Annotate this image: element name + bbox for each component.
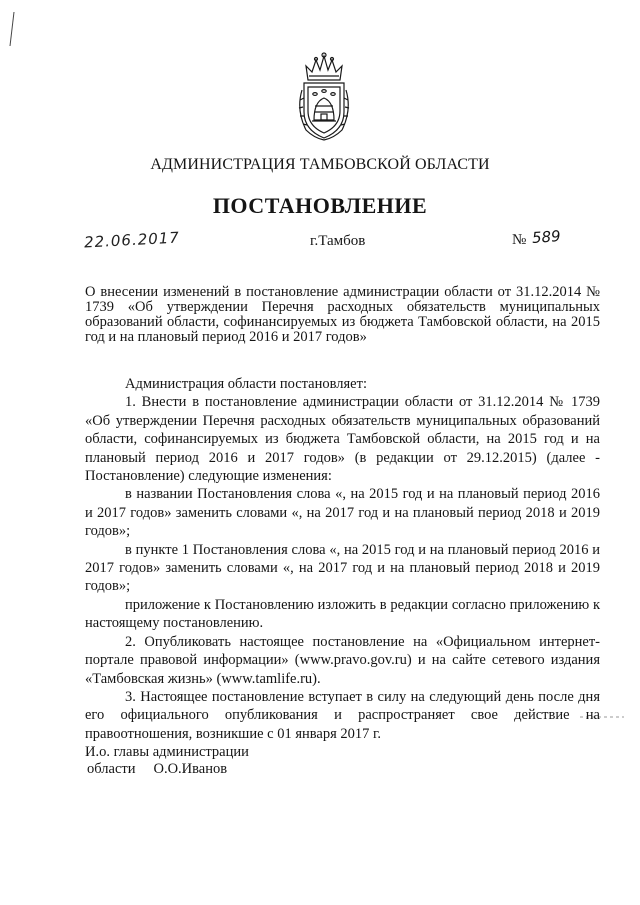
document-type-heading: ПОСТАНОВЛЕНИЕ (212, 193, 428, 218)
body-paragraph-1b: в пункте 1 Постановления слова «, на 2015 год и на плановый период 2016 и 2017 годов» заменить словами «, на 2017 год и на плановый период 2018 и 2019 годов»; (85, 541, 600, 595)
organization-title: АДМИНИСТРАЦИЯ ТАМБОВСКОЙ ОБЛАСТИ (150, 156, 490, 173)
body-paragraph-1: 1. Внести в постановление администрации области от 31.12.2014 № 1739 «Об утверждении Перечня расходных обязательств муниципальных образований области, софинансируемых из бюджета Тамбовской области, на 2015 год и на плановый период 2016 и 2017 годов» (в редакции от 29.12.2015) (далее - Постановление) следующие изменения: (85, 394, 600, 485)
body-intro: Администрация области постановляет: (125, 376, 367, 392)
document-body (85, 375, 600, 743)
document-date-handwritten: 22.06.2017 (83, 228, 181, 252)
body-paragraph-1a: в названии Постановления слова «, на 2015 год и на плановый период 2016 и 2017 годов» заменить словами «, на 2017 год и на плановый период 2018 и 2019 годов»; (85, 486, 600, 540)
body-paragraph-1c: приложение к Постановлению изложить в редакции согласно приложению к настоящему постановлению. (85, 596, 600, 632)
document-city: г.Тамбов (310, 233, 366, 249)
body-paragraph-3: 3. Настоящее постановление вступает в силу на следующий день после дня его официального опубликования и распространяет свое действие на правоотношения, возникшие с 01 января 2017 г. (85, 688, 600, 742)
signatory-name: О.О.Иванов (153, 761, 228, 777)
signature-block (85, 744, 249, 778)
document-number-label: № (512, 232, 527, 248)
signatory-row (85, 761, 249, 778)
document-subject: О внесении изменений в постановление администрации области от 31.12.2014 № 1739 «Об утверждении Перечня расходных обязательств муниципальных образований области, софинансируемых из бюджета Тамбовской области, на 2015 год и на плановый период 2016 и 2017 годов» (85, 284, 600, 345)
scan-mark (6, 10, 18, 50)
body-paragraph-2: 2. Опубликовать настоящее постановление на «Официальном интернет-портале правовой информации» (www.pravo.gov.ru) и на сайте сетевого издания «Тамбовская жизнь» (www.tamlife.ru). (85, 633, 600, 687)
signatory-position-line1: И.о. главы администрации (85, 744, 249, 760)
document-number-handwritten: 589 (531, 227, 562, 247)
signatory-position-line2: области (87, 761, 136, 777)
tambov-coat-of-arms-emblem (292, 50, 356, 142)
